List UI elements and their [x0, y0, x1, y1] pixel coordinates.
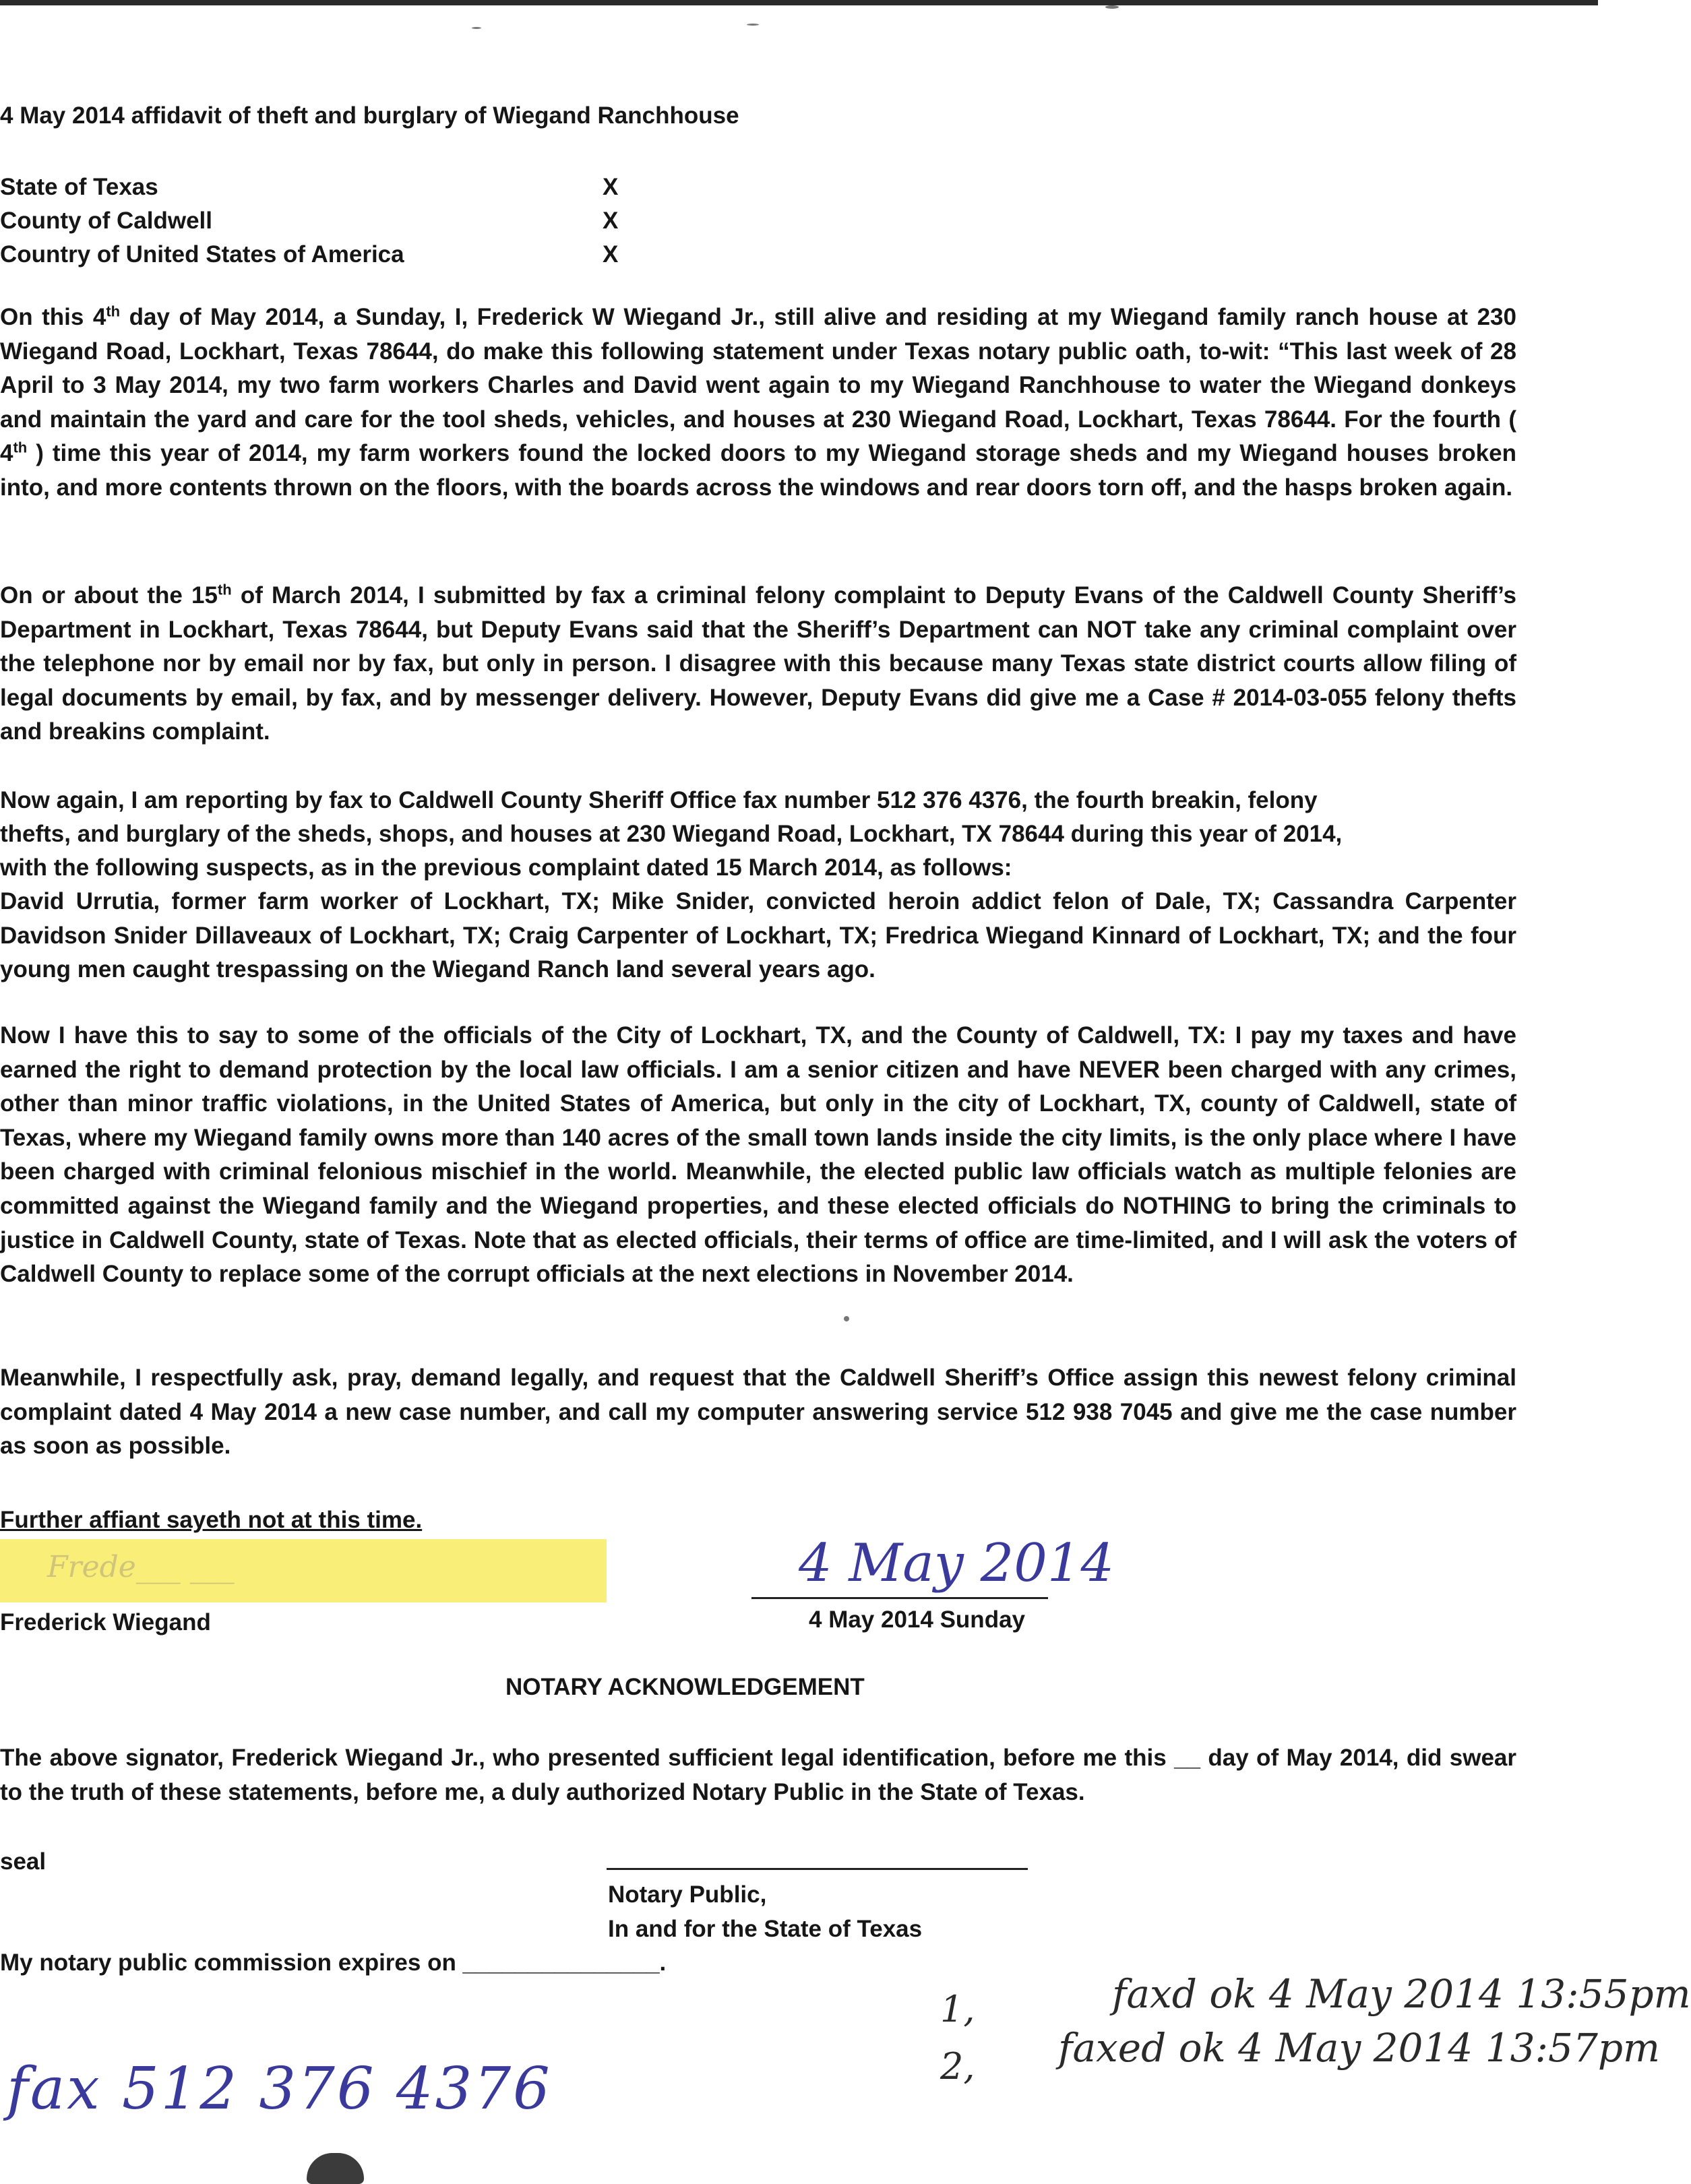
scan-speck — [747, 24, 759, 26]
venue-county-mark: X — [603, 208, 619, 234]
request-paragraph: Meanwhile, I respectfully ask, pray, demand legally, and request that the Caldwell Sheriff’s Office assign this newest felony criminal complaint dated 4 May 2014 a new case number, and call my computer answering service 512 938 7045 and give me the case number as soon as possible. — [0, 1365, 1516, 1460]
venue-country-mark: X — [603, 241, 619, 268]
report-line-2: thefts, and burglary of the sheds, shops, and houses at 230 Wiegand Road, Lockhart, TX 78644 during this year of 2014, — [0, 821, 1343, 847]
date-signature-line — [751, 1597, 1048, 1599]
scan-speck — [844, 1316, 849, 1321]
document-title: 4 May 2014 affidavit of theft and burglary of Wiegand Ranchhouse — [0, 102, 739, 129]
date-caption: 4 May 2014 Sunday — [809, 1606, 1025, 1633]
fax-log-entry-2: faxed ok 4 May 2014 13:57pm — [1058, 2025, 1660, 2071]
handwritten-date: 4 May 2014 — [799, 1533, 1115, 1594]
venue-county: County of Caldwell — [0, 208, 212, 234]
scan-speck — [472, 27, 481, 29]
fax-log-number-2: 2, — [940, 2045, 975, 2088]
fax-log-entry-1: faxd ok 4 May 2014 13:55pm — [1112, 1971, 1691, 2017]
notary-paragraph: The above signator, Frederick Wiegand Jr., who presented sufficient legal identification, before me this __ day of May 2014, did swear to the truth of these statements, before me, a duly authorized Notary Public in the State of Texas. — [0, 1745, 1516, 1805]
handwritten-fax-number: fax 512 376 4376 — [7, 2055, 552, 2123]
notary-signature-line — [607, 1868, 1028, 1870]
report-line-1: Now again, I am reporting by fax to Caldwell County Sheriff Office fax number 512 376 4376, the fourth breakin, felony — [0, 787, 1318, 813]
fax-log-number-1: 1, — [940, 1988, 975, 2030]
redacted-signature: Frede___ ___ — [47, 1550, 235, 1584]
venue-country: Country of United States of America — [0, 241, 404, 268]
notary-heading: NOTARY ACKNOWLEDGEMENT — [505, 1674, 865, 1700]
scan-top-edge — [0, 0, 1598, 5]
officials-paragraph: Now I have this to say to some of the officials of the City of Lockhart, TX, and the County of Caldwell, TX: I pay my taxes and have earned the right to demand protection by the local law officials. I am a senior citizen and have NEVER been charged with any crimes, other than minor traffic violations, in the United States of America, but only in the city of Lockhart, TX, county of Caldwell, state of Texas, where my Wiegand family owns more than 140 acres of the small town lands inside the city limits, is the only place where I have been charged with criminal felonious mischief in the world. Meanwhile, the elected public law officials watch as multiple felonies are committed against the Wiegand family and the Wiegand properties, and these elected officials do NOTHING to bring the criminals to justice in Caldwell County, state of Texas. Note that as elected officials, their terms of office are time-limited, and I will ask the voters of Caldwell County to replace some of the corrupt officials at the next elections in November 2014. — [0, 1022, 1516, 1288]
prior-complaint-paragraph: On or about the 15th of March 2014, I submitted by fax a criminal felony complaint to Deputy Evans of the Caldwell County Sheriff’s Department in Lockhart, Texas 78644, but Deputy Evans said that the Sheriff’s Department can NOT take any criminal complaint over the telephone nor by email nor by fax, but only in person. I disagree with this because many Texas state district courts allow filing of legal documents by email, by fax, and by messenger delivery. However, Deputy Evans did give me a Case # 2014-03-055 felony thefts and breakins complaint. — [0, 581, 1516, 745]
suspects-paragraph: David Urrutia, former farm worker of Lockhart, TX; Mike Snider, convicted heroin addict felon of Dale, TX; Cassandra Carpenter Davidson Snider Dillaveaux of Lockhart, TX; Craig Carpenter of Lockhart, TX; Fredrica Wiegand Kinnard of Lockhart, TX; and the four young men caught trespassing on the Wiegand Ranch land several years ago. — [0, 888, 1516, 983]
scan-blot — [307, 2153, 364, 2184]
venue-state-mark: X — [603, 174, 619, 200]
commission-expires: My notary public commission expires on _______________. — [0, 1949, 667, 1976]
venue-state: State of Texas — [0, 174, 158, 200]
report-line-3: with the following suspects, as in the previous complaint dated 15 March 2014, as follows: — [0, 854, 1012, 881]
further-affiant-line: Further affiant sayeth not at this time. — [0, 1507, 423, 1533]
signature-name: Frederick Wiegand — [0, 1609, 211, 1635]
statement-paragraph: On this 4th day of May 2014, a Sunday, I, Frederick W Wiegand Jr., still alive and residing at my Wiegand family ranch house at 230 Wiegand Road, Lockhart, Texas 78644, do make this following statement under Texas notary public oath, to-wit: “This last week of 28 April to 3 May 2014, my two farm workers Charles and David went again to my Wiegand Ranchhouse to water the Wiegand donkeys and maintain the yard and care for the tool sheds, vehicles, and houses at 230 Wiegand Road, Lockhart, Texas 78644. For the fourth ( 4th ) time this year of 2014, my farm workers found the locked doors to my Wiegand storage sheds and my Wiegand houses broken into, and more contents thrown on the floors, with the boards across the windows and rear doors torn off, and the hasps broken again. — [0, 303, 1516, 501]
notary-public-label: Notary Public, — [608, 1881, 767, 1908]
notary-state-label: In and for the State of Texas — [608, 1916, 923, 1942]
seal-label: seal — [0, 1848, 47, 1875]
scan-speck — [1105, 5, 1119, 9]
